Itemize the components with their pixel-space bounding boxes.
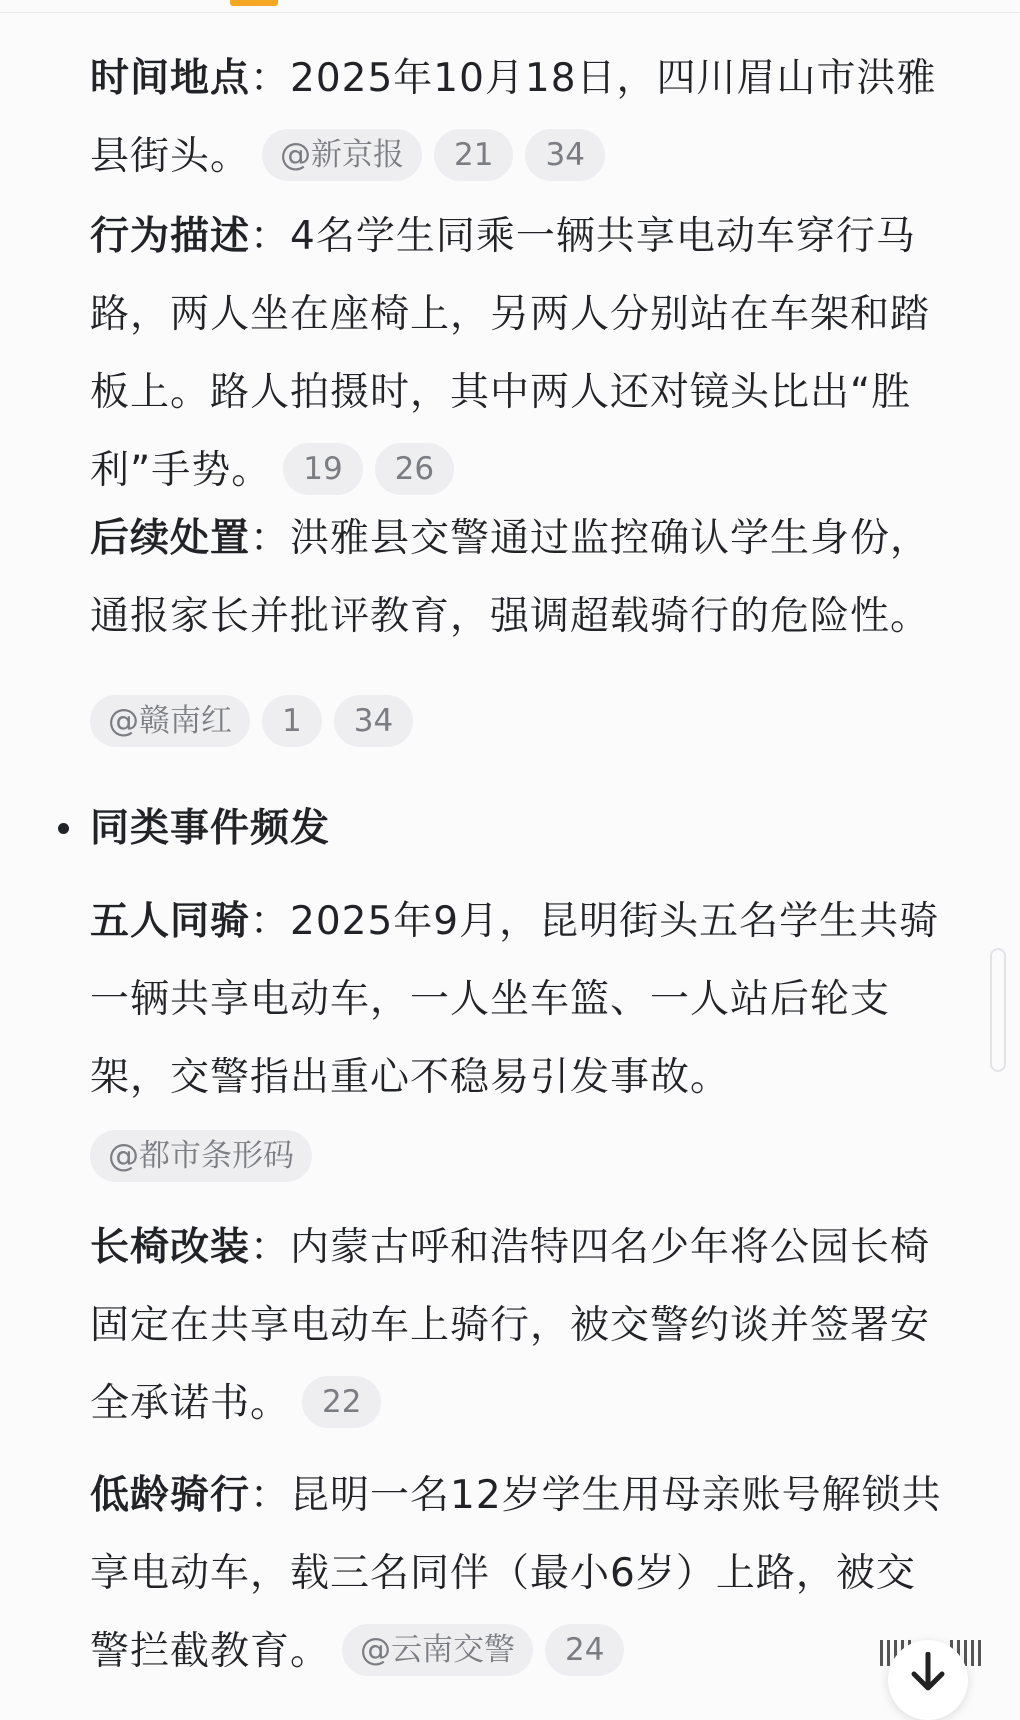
paragraph-time-place <box>90 40 980 196</box>
label: 行为描述 <box>90 214 251 259</box>
text: 固定在共享电动车上骑行，被交警约谈并签署安 <box>90 1303 931 1348</box>
label: 低龄骑行 <box>90 1473 251 1518</box>
text: 享电动车，载三名同伴（最小6岁）上路，被交 <box>90 1551 916 1596</box>
citation-chip[interactable]: 26 <box>375 443 454 495</box>
chip-row <box>90 695 425 755</box>
chip-row <box>90 1130 324 1190</box>
label: 后续处置 <box>90 516 251 561</box>
citation-chip[interactable]: 1 <box>262 695 322 747</box>
paragraph-follow-up <box>90 500 980 656</box>
section-heading: 同类事件频发 <box>90 806 331 851</box>
paragraph-five-riders <box>90 883 980 1117</box>
text: ：洪雅县交警通过监控确认学生身份， <box>250 516 931 561</box>
scroll-down-button[interactable] <box>888 1640 968 1720</box>
paragraph-underage <box>90 1457 980 1691</box>
citation-chip[interactable]: 34 <box>525 129 604 181</box>
scrollbar[interactable] <box>990 948 1006 1072</box>
source-chip[interactable]: @新京报 <box>262 129 422 181</box>
text: 利”手势。 <box>90 448 272 493</box>
text: ：2025年10月18日，四川眉山市洪雅 <box>250 56 937 101</box>
tab-indicator <box>230 0 278 6</box>
text: ：昆明一名12岁学生用母亲账号解锁共 <box>250 1473 942 1518</box>
text: 一辆共享电动车，一人坐车篮、一人站后轮支 <box>90 977 891 1022</box>
text: ：4名学生同乘一辆共享电动车穿行马 <box>250 214 916 259</box>
citation-chip[interactable]: 34 <box>334 695 413 747</box>
text: 路，两人坐在座椅上，另两人分别站在车架和踏 <box>90 292 931 337</box>
label: 五人同骑 <box>90 899 251 944</box>
text: 架，交警指出重心不稳易引发事故。 <box>90 1055 731 1100</box>
citation-chip[interactable]: 22 <box>302 1376 381 1428</box>
source-chip[interactable]: @都市条形码 <box>90 1130 312 1182</box>
text: ：内蒙古呼和浩特四名少年将公园长椅 <box>250 1225 931 1270</box>
top-bar <box>0 0 1020 13</box>
paragraph-behavior <box>90 198 980 510</box>
text: 县街头。 <box>90 134 251 179</box>
text: ：2025年9月，昆明街头五名学生共骑 <box>250 899 940 944</box>
arrow-down-icon <box>910 1652 946 1692</box>
citation-chip[interactable]: 24 <box>545 1624 624 1676</box>
text: 全承诺书。 <box>90 1381 291 1426</box>
source-chip[interactable]: @赣南红 <box>90 695 250 747</box>
citation-chip[interactable]: 21 <box>434 129 513 181</box>
label: 长椅改装 <box>90 1225 251 1270</box>
citation-chip[interactable]: 19 <box>283 443 362 495</box>
bullet-icon <box>58 823 69 834</box>
text: 警拦截教育。 <box>90 1629 331 1674</box>
label: 时间地点 <box>90 56 251 101</box>
source-chip[interactable]: @云南交警 <box>342 1624 533 1676</box>
paragraph-bench-mod <box>90 1209 980 1443</box>
text: 板上。路人拍摄时，其中两人还对镜头比出“胜 <box>90 370 912 415</box>
text: 通报家长并批评教育，强调超载骑行的危险性。 <box>90 594 931 639</box>
